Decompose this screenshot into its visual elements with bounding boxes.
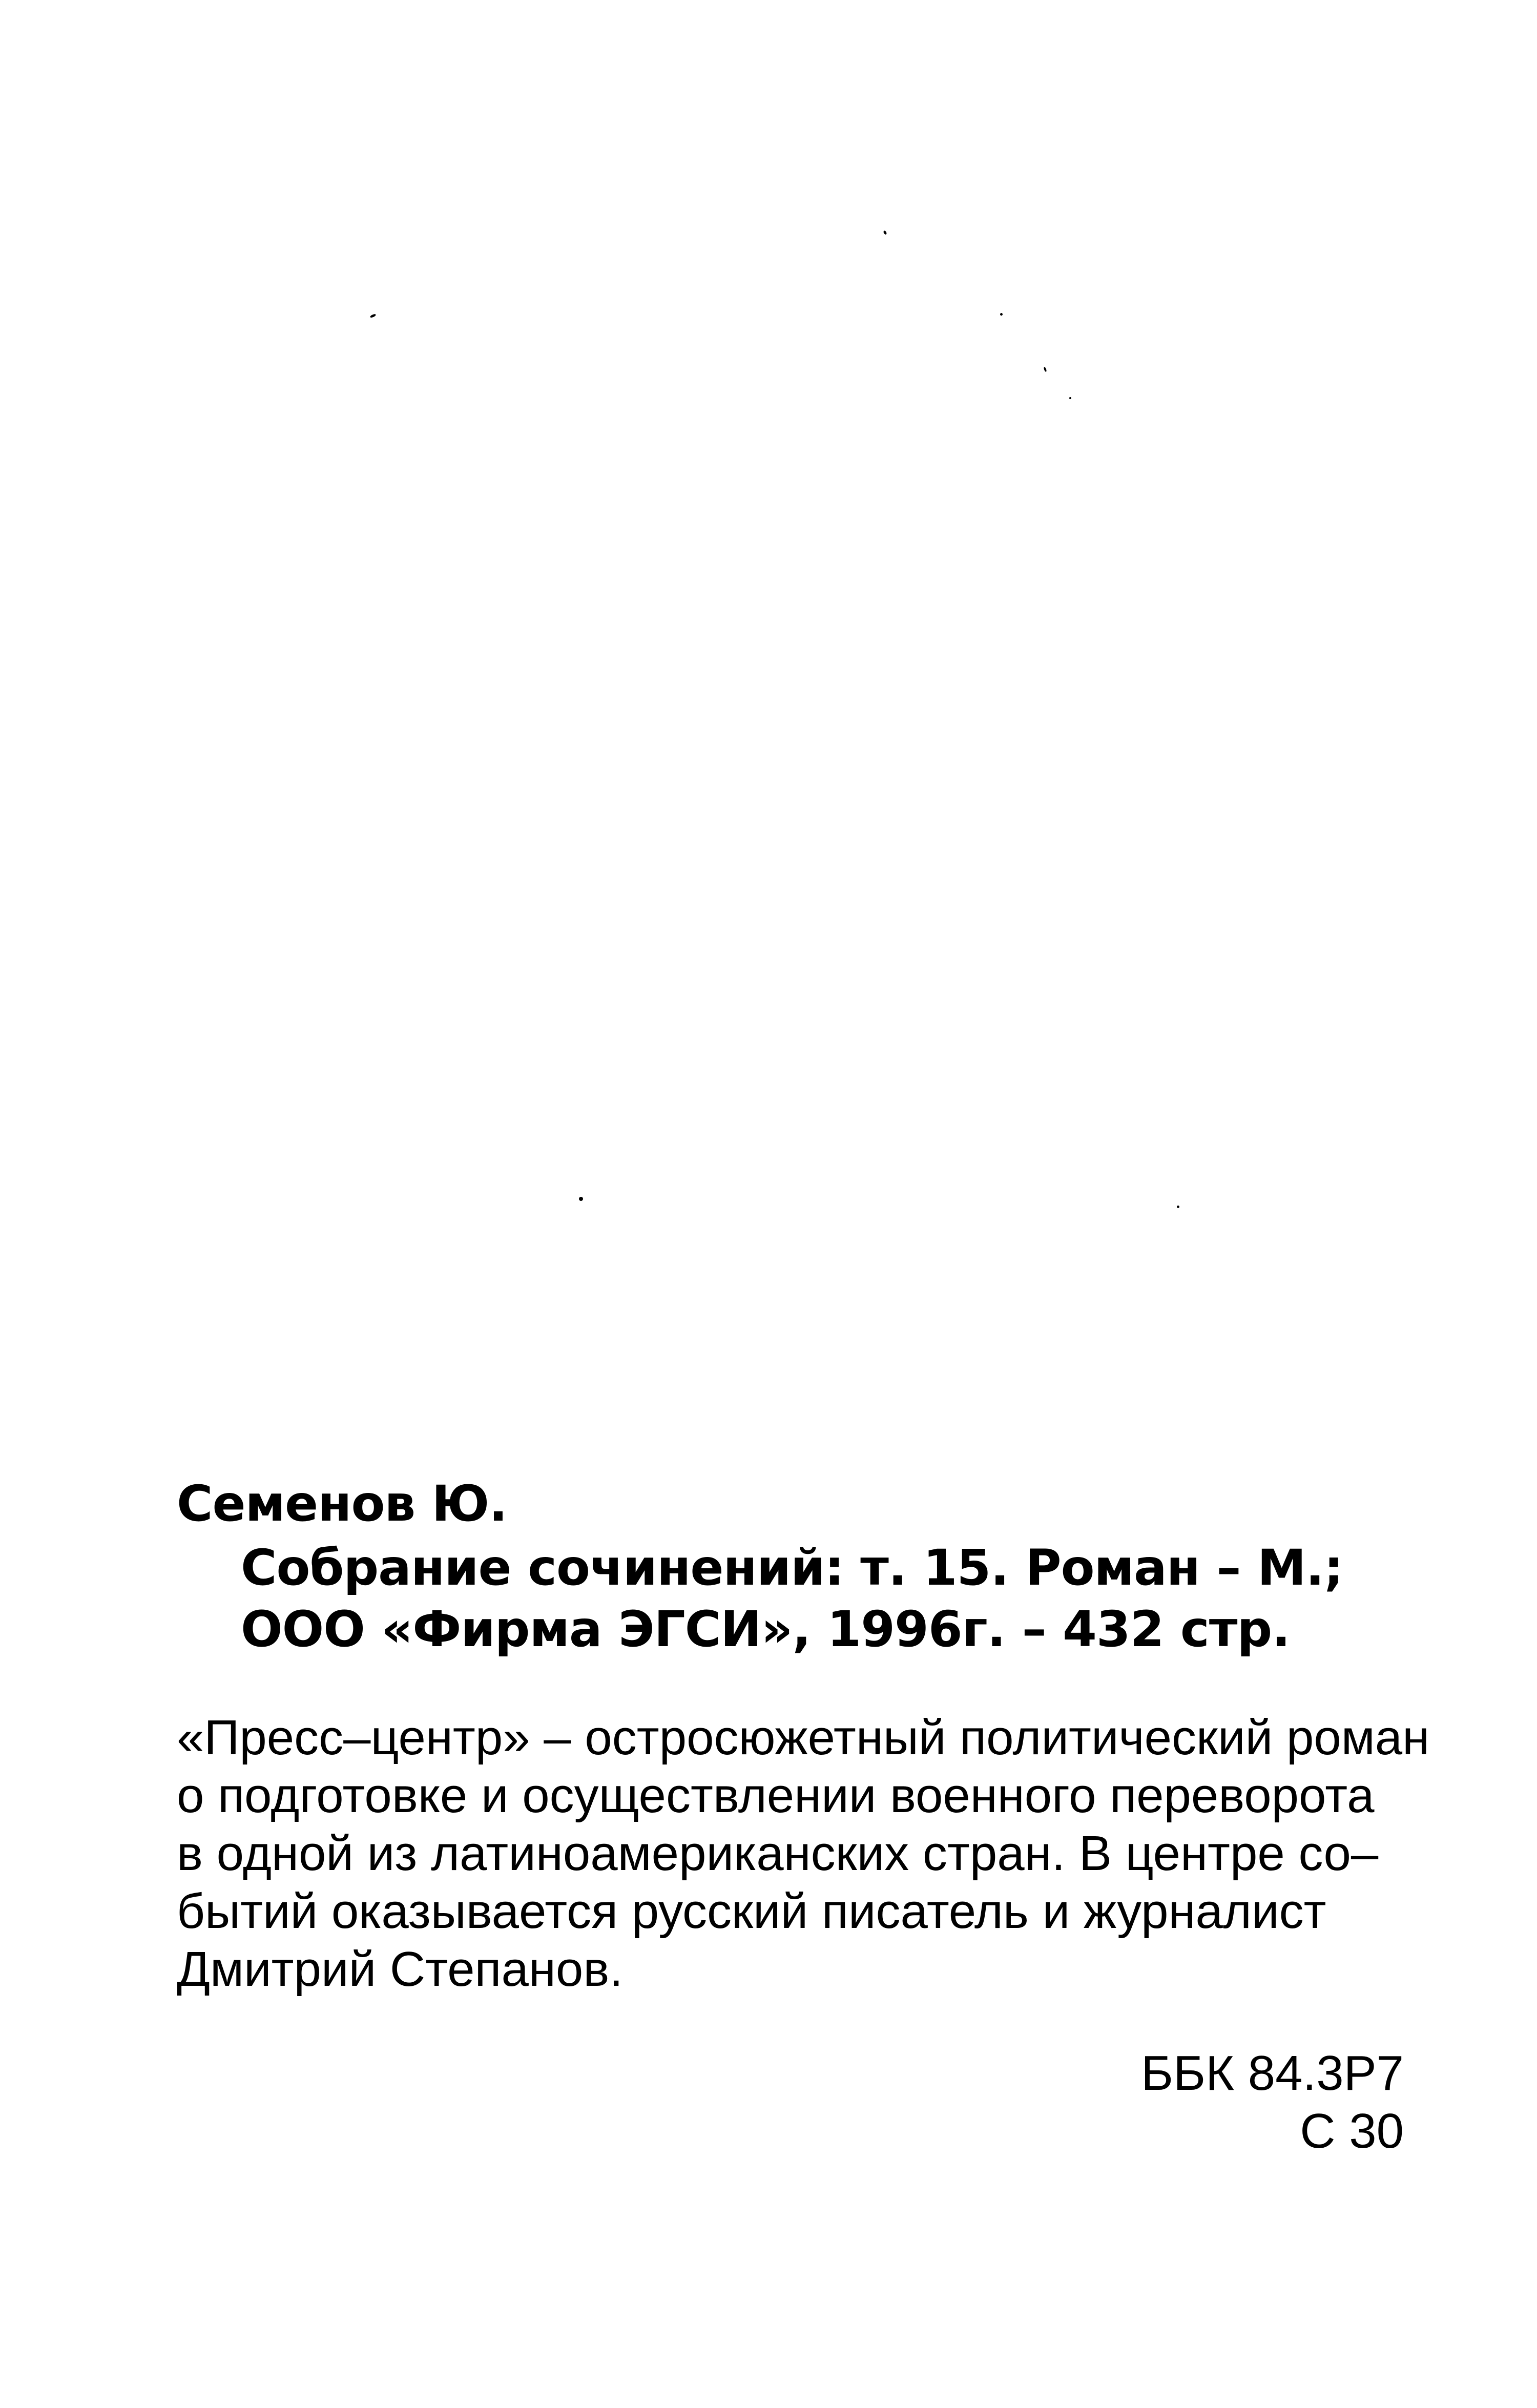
annotation-line: Дмитрий Степанов. — [177, 1942, 623, 1997]
scan-speck — [370, 314, 377, 319]
scan-speck — [1043, 367, 1047, 372]
annotation-line: в одной из латиноамериканских стран. В центре со– — [177, 1826, 1379, 1881]
scan-speck — [1000, 313, 1003, 316]
annotation-line: «Пресс–центр» – остросюжетный политический роман — [177, 1710, 1430, 1765]
scan-speck — [579, 1197, 583, 1201]
scan-speck — [1069, 397, 1071, 399]
scan-speck — [1177, 1206, 1179, 1208]
annotation-paragraph — [177, 1709, 1430, 1998]
collection-title: Собрание сочинений: т. 15. Роман – М.; — [241, 1539, 1343, 1596]
scan-speck — [883, 230, 887, 235]
author-mark: С 30 — [1300, 2104, 1404, 2158]
classification-codes — [1141, 2044, 1404, 2160]
annotation-line: о подготовке и осуществлении военного переворота — [177, 1768, 1375, 1823]
annotation-line: бытий оказывается русский писатель и журналист — [177, 1884, 1326, 1939]
author-name: Семенов Ю. — [177, 1475, 507, 1532]
bbk-code: ББК 84.3Р7 — [1141, 2046, 1404, 2101]
publisher-info: ООО «Фирма ЭГСИ», 1996г. – 432 стр. — [241, 1601, 1290, 1658]
